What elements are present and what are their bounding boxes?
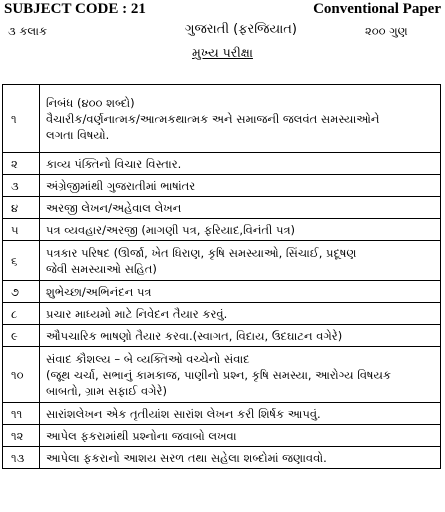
paper-info-row [0,22,445,42]
paper-type: Conventional Paper [313,1,441,17]
row-number: ૯ [3,325,40,347]
syllabus-table-body [3,85,441,469]
topic-line: વૈચારીક/વર્ણનાત્મક/આત્મકથાત્મક અને સમાજની જલવંત સમસ્યાઓને [46,111,380,126]
exam-title-text: મુખ્ય પરીક્ષા [192,45,253,60]
syllabus-row [3,241,441,281]
subject-title: ગુજરાતી (ફરજિયાત) [185,22,297,37]
row-topic [40,219,441,241]
row-topic [40,85,441,153]
row-number: ૩ [3,175,40,197]
topic-line: પત્રકાર પરિષદ (ઊર્જા, ખેત ધિરાણ, કૃષિ સમસ્યાઓ, સિંચાઈ, પ્રદૂષણ [46,245,357,260]
topic-line: પ્રચાર માધ્યમો માટે નિવેદન તૈયાર કરવું. [46,306,228,321]
topic-line: લગતા વિષયો. [46,127,110,142]
topic-line: આપેલા ફકરાનો આશય સરળ તથા સહેલા શબ્દોમાં જણાવવો. [46,450,327,465]
topic-line: કાવ્ય પંક્તિનો વિચાર વિસ્તાર. [46,156,182,171]
row-number: ૧ [3,85,40,153]
row-number: ૪ [3,197,40,219]
row-number: ૭ [3,281,40,303]
row-number: ૧૩ [3,447,40,469]
row-number: ૮ [3,303,40,325]
topic-line: આપેલ ફકરામાંથી પ્રશ્નોના જવાબો લખવા [46,428,237,443]
topic-line: અંગ્રેજીમાંથી ગુજરાતીમાં ભાષાંતર [46,178,196,193]
syllabus-row [3,447,441,469]
topic-line: બાબતો, ગ્રામ સફાઈ વગેરે) [46,383,167,398]
topic-line: (જૂથ ચર્ચા, સભાનું કામકાજ, પાણીનો પ્રશ્ન, કૃષિ સમસ્યા, આરોગ્ય વિષયક [46,367,391,382]
row-topic [40,281,441,303]
syllabus-row [3,85,441,153]
topic-line: અરજી લેખન/અહેવાલ લેખન [46,200,182,215]
row-topic [40,303,441,325]
row-topic [40,175,441,197]
row-number: ૬ [3,241,40,281]
topic-line: ઔપચારિક ભાષણો તૈયાર કરવા.(સ્વાગત, વિદાય, ઉદઘાટન વગેરે) [46,328,343,343]
syllabus-row [3,219,441,241]
row-number: ૫ [3,219,40,241]
syllabus-row [3,153,441,175]
topic-line: નિબંધ (૪૦૦ શબ્દો) [46,95,135,110]
topic-line: જેવી સમસ્યાઓ સહિત) [46,261,157,276]
row-topic [40,425,441,447]
row-number: ૧૧ [3,403,40,425]
duration: ૩ કલાક [8,24,48,38]
syllabus-row [3,347,441,403]
row-number: ૧૦ [3,347,40,403]
topic-line: શુભેચ્છા/અભિનંદન પત્ર [46,284,152,299]
syllabus-row [3,281,441,303]
row-topic [40,347,441,403]
syllabus-table [2,84,441,469]
row-topic [40,241,441,281]
topic-line: સંવાદ કૌશલ્ય – બે વ્યક્તિઓ વચ્ચેનો સંવાદ [46,351,250,366]
row-number: ૨ [3,153,40,175]
row-number: ૧૨ [3,425,40,447]
total-marks: ૨૦૦ ગુણ [365,24,408,38]
row-topic [40,197,441,219]
subject-code: SUBJECT CODE : 21 [4,1,146,17]
syllabus-row [3,425,441,447]
syllabus-row [3,197,441,219]
syllabus-row [3,403,441,425]
syllabus-row [3,325,441,347]
row-topic [40,153,441,175]
syllabus-row [3,175,441,197]
topic-line: સારાંશલેખન એક તૃતીયાંશ સારાંશ લેખન કરી શિર્ષક આપવું. [46,406,321,421]
syllabus-row [3,303,441,325]
row-topic [40,447,441,469]
topic-line: પત્ર વ્યવહાર/અરજી (માગણી પત્ર, ફરિયાદ,વિનંતી પત્ર) [46,222,296,237]
row-topic [40,325,441,347]
row-topic [40,403,441,425]
exam-title [0,45,445,61]
